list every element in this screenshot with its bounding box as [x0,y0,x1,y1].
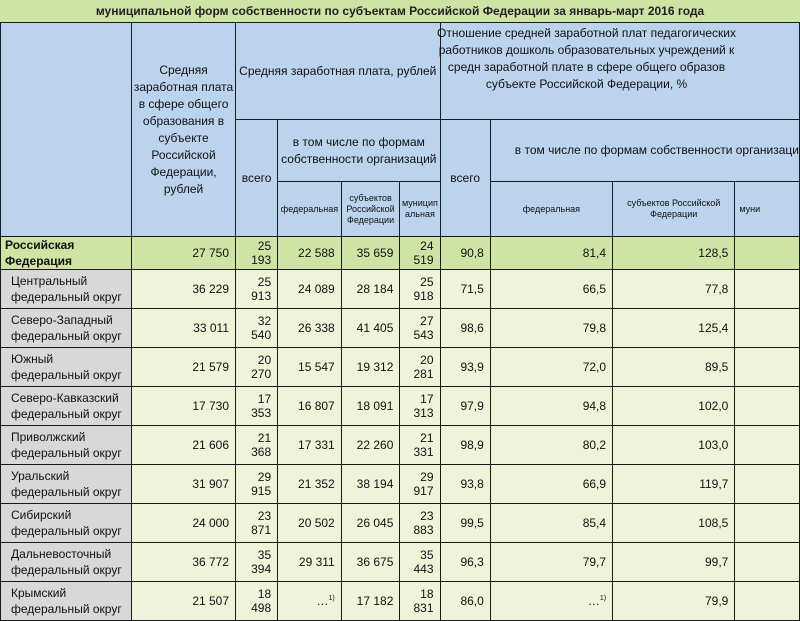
cell: 79,9 [613,582,735,621]
cell: 32 540 [236,309,278,348]
cell: 20 270 [236,348,278,387]
cell: 20 502 [278,504,342,543]
row-name: Северо-Кавказский федеральный округ [1,387,132,426]
cell: 35 394 [236,543,278,582]
row-name: Северо-Западный федеральный округ [1,309,132,348]
cell: 79,8 [490,309,612,348]
cell: 26 045 [341,504,400,543]
cell: 35 659 [341,237,400,270]
cell: 24 089 [278,270,342,309]
footnote-mark: 1) [328,595,335,602]
cell-empty [735,465,800,504]
cell: 21 579 [132,348,236,387]
cell: 23 883 [400,504,440,543]
cell: 23 871 [236,504,278,543]
cell: 17 331 [278,426,342,465]
cell: 22 260 [341,426,400,465]
cell: 21 606 [132,426,236,465]
cell: 128,5 [613,237,735,270]
cell-empty [735,582,800,621]
cell: 41 405 [341,309,400,348]
row-name: Уральский федеральный округ [1,465,132,504]
cell: 35 443 [400,543,440,582]
header-ratio-total: всего [440,120,490,237]
row-name: Дальневосточный федеральный округ [1,543,132,582]
header-ratio-by-forms: в том числе по формам собственности организаци [490,120,799,182]
cell: 77,8 [613,270,735,309]
cell: 66,5 [490,270,612,309]
cell: 21 368 [236,426,278,465]
cell: 94,8 [490,387,612,426]
row-name: Сибирский федеральный округ [1,504,132,543]
header-federal: федеральная [278,182,342,237]
cell: 96,3 [440,543,490,582]
cell: 72,0 [490,348,612,387]
cell: 36 229 [132,270,236,309]
cell: 98,6 [440,309,490,348]
cell-empty [735,348,800,387]
cell: 81,4 [490,237,612,270]
cell: 31 907 [132,465,236,504]
cell-empty [735,426,800,465]
header-subjects: субъектов Российской Федерации [341,182,400,237]
cell: 17 313 [400,387,440,426]
header-ratio-subjects: субъектов Российской Федерации [613,182,735,237]
cell-empty [735,270,800,309]
cell: 16 807 [278,387,342,426]
cell: 18 091 [341,387,400,426]
cell: 15 547 [278,348,342,387]
cell: 20 281 [400,348,440,387]
cell: 36 675 [341,543,400,582]
cell: 25 193 [236,237,278,270]
cell: 21 331 [400,426,440,465]
cell: 21 507 [132,582,236,621]
cell: 80,2 [490,426,612,465]
cell: 28 184 [341,270,400,309]
cell: 108,5 [613,504,735,543]
cell: 97,9 [440,387,490,426]
cell-empty [735,543,800,582]
cell [490,582,612,621]
cell: 93,8 [440,465,490,504]
cell: 86,0 [440,582,490,621]
row-name-rf: Российская Федерация [1,237,132,270]
row-name: Приволжский федеральный округ [1,426,132,465]
cell: 21 352 [278,465,342,504]
cell: 25 913 [236,270,278,309]
header-ratio-text: Отношение средней заработной плат педагогических работников дошколь образовательных учреждений к средн заработной плате в сфере общего образов субъекте Российской Федерации, % [437,26,736,91]
cell: 17 730 [132,387,236,426]
salary-table [0,22,800,621]
table-title: муниципальной форм собственности по субъектам Российской Федерации за январь-март 2016 года [0,0,800,22]
cell: 89,5 [613,348,735,387]
header-by-forms: в том числе по формам собственности организаций [278,120,440,182]
header-total: всего [236,120,278,237]
cell: 85,4 [490,504,612,543]
cell: 79,7 [490,543,612,582]
cell: 25 918 [400,270,440,309]
cell-empty [735,309,800,348]
cell: 66,9 [490,465,612,504]
cell: 17 182 [341,582,400,621]
cell: 27 543 [400,309,440,348]
header-general-salary: Средняя заработная плата в сфере общего образования в субъекте Российской Федерации, рублей [132,23,236,237]
header-municipal: муниципальная [400,182,440,237]
cell: 99,5 [440,504,490,543]
cell: 18 498 [236,582,278,621]
header-ratio-federal: федеральная [490,182,612,237]
cell: 33 011 [132,309,236,348]
cell-empty [735,387,800,426]
header-ratio-group [437,23,800,120]
cell: 24 519 [400,237,440,270]
cell-empty [735,504,800,543]
cell: 19 312 [341,348,400,387]
row-name: Центральный федеральный округ [1,270,132,309]
header-region [1,23,132,237]
header-salary-group: Средняя заработная плата, рублей [236,23,440,120]
ellipsis: … [587,594,600,608]
cell: 71,5 [440,270,490,309]
cell: 22 588 [278,237,342,270]
cell: 36 772 [132,543,236,582]
cell: 29 917 [400,465,440,504]
cell: 125,4 [613,309,735,348]
cell: 99,7 [613,543,735,582]
cell: 38 194 [341,465,400,504]
cell: 17 353 [236,387,278,426]
footnote-mark: 1) [599,595,607,602]
cell: 29 311 [278,543,342,582]
header-ratio-municipal: муни [735,182,800,237]
cell: 102,0 [613,387,735,426]
cell [278,582,342,621]
cell: 90,8 [440,237,490,270]
cell: 93,9 [440,348,490,387]
cell: 98,9 [440,426,490,465]
cell: 27 750 [132,237,236,270]
cell-empty [735,237,800,270]
cell: 18 831 [400,582,440,621]
ellipsis: … [316,594,329,608]
row-name: Южный федеральный округ [1,348,132,387]
cell: 103,0 [613,426,735,465]
cell: 119,7 [613,465,735,504]
cell: 26 338 [278,309,342,348]
cell: 24 000 [132,504,236,543]
row-name: Крымский федеральный округ [1,582,132,621]
cell: 29 915 [236,465,278,504]
